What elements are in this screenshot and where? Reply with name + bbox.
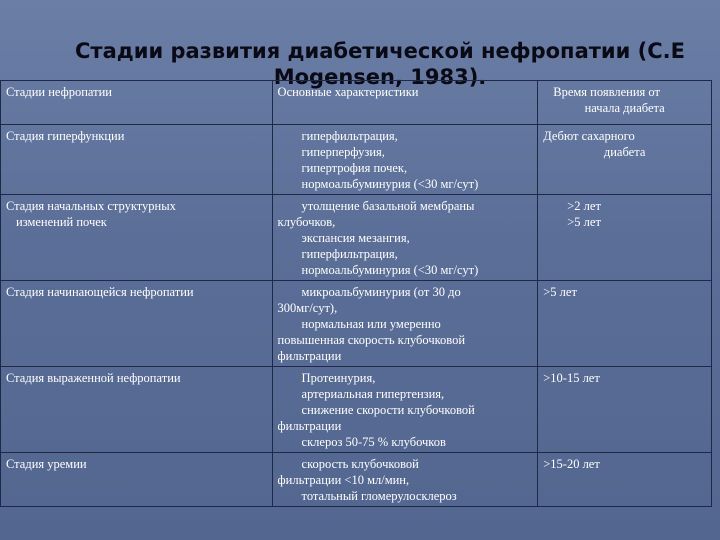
- table-row: [1, 453, 712, 507]
- onset-time-cell: >5 лет: [538, 281, 712, 367]
- table-row: [1, 195, 712, 281]
- header-onset-time: Время появления от начала диабета: [538, 81, 712, 125]
- characteristics-cell: гиперфильтрация, гиперперфузия, гипертрофия почек, нормоальбуминурия (<30 мг/сут): [272, 125, 538, 195]
- nephropathy-stages-table: [0, 80, 712, 507]
- stage-cell: Стадия начальных структурных изменений почек: [1, 195, 273, 281]
- characteristics-cell: Протеинурия, артериальная гипертензия, снижение скорости клубочковой фильтрации склероз 50-75 % клубочков: [272, 367, 538, 453]
- slide-title: Стадии развития диабетической нефропатии (C.E Mogensen, 1983).: [75, 39, 685, 89]
- header-characteristics: Основные характеристики: [272, 81, 538, 125]
- characteristics-cell: скорость клубочковой фильтрации <10 мл/мин, тотальный гломерулосклероз: [272, 453, 538, 507]
- onset-time-cell: Дебют сахарного диабета: [538, 125, 712, 195]
- characteristics-cell: микроальбуминурия (от 30 до 300мг/сут), нормальная или умеренно повышенная скорость клубочковой фильтрации: [272, 281, 538, 367]
- table-row: [1, 281, 712, 367]
- header-stages: Стадии нефропатии: [1, 81, 273, 125]
- stage-cell: Стадия уремии: [1, 453, 273, 507]
- table-header-row: [1, 81, 712, 125]
- stage-cell: Стадия выраженной нефропатии: [1, 367, 273, 453]
- onset-time-cell: >15-20 лет: [538, 453, 712, 507]
- stage-cell: Стадия начинающейся нефропатии: [1, 281, 273, 367]
- onset-time-cell: >10-15 лет: [538, 367, 712, 453]
- table-row: [1, 367, 712, 453]
- stage-cell: Стадия гиперфункции: [1, 125, 273, 195]
- onset-time-cell: >2 лет >5 лет: [538, 195, 712, 281]
- characteristics-cell: утолщение базальной мембраны клубочков, экспансия мезангия, гиперфильтрация, нормоальбуминурия (<30 мг/сут): [272, 195, 538, 281]
- table-row: [1, 125, 712, 195]
